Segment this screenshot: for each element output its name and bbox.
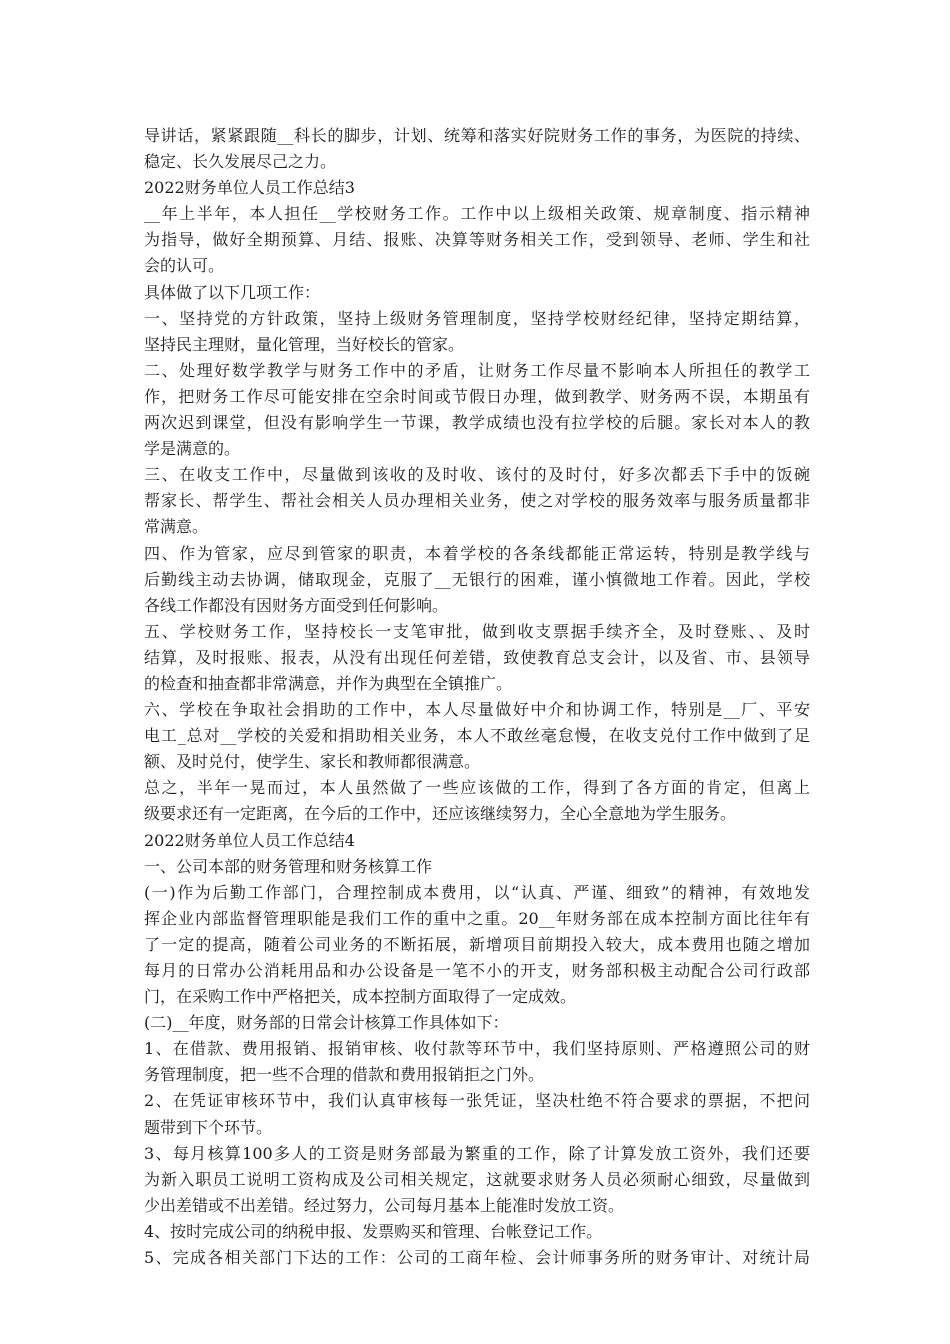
text-line: (二)__年度，财务部的日常会计核算工作具体如下： xyxy=(144,1013,509,1033)
text-line: 5、完成各相关部门下达的工作：公司的工商年检、会计师事务所的财务审计、对统计局 xyxy=(144,1248,810,1268)
text-line: 导讲话，紧紧跟随__科长的脚步，计划、统筹和落实好院财务工作的事务，为医院的持续、 xyxy=(144,126,810,145)
text-line: 后勤线主动去协调，储取现金，克服了__无银行的困难，谨小慎微地工作着。因此，学校 xyxy=(144,569,810,589)
text-line: 两次迟到课堂，但没有影响学生一节课，教学成绩也没有拉学校的后腿。家长对本人的教 xyxy=(144,413,810,433)
text-line: 二、处理好数学教学与财务工作中的矛盾，让财务工作尽量不影响本人所担任的教学工 xyxy=(144,360,810,380)
text-line: 作，把财务工作尽可能安排在空余时间或节假日办理，做到教学、财务两不误，本期虽有 xyxy=(144,386,810,406)
text-line: 门，在采购工作中严格把关，成本控制方面取得了一定成效。 xyxy=(144,987,577,1007)
text-line: 少出差错或不出差错。经过努力，公司每月基本上能准时发放工资。 xyxy=(144,1195,625,1215)
text-line: 的检查和抽查都非常满意，并作为典型在全镇推广。 xyxy=(144,673,513,693)
text-line: 四、作为管家，应尽到管家的职责，本着学校的各条线都能正常运转，特别是教学线与 xyxy=(144,543,810,563)
text-line: 学是满意的。 xyxy=(144,439,241,459)
text-line: 额、及时兑付，使学生、家长和教师都很满意。 xyxy=(144,752,481,772)
text-line: 为新入职员工说明工资构成及公司相关规定，这就要求财务人员必须耐心细致，尽量做到 xyxy=(144,1169,810,1189)
section-heading: 2022财务单位人员工作总结4 xyxy=(144,830,355,850)
text-line: 务管理制度，把一些不合理的借款和费用报销拒之门外。 xyxy=(144,1065,545,1085)
document-body xyxy=(144,123,810,1271)
text-line: 每月的日常办公消耗用品和办公设备是一笔不小的开支，财务部积极主动配合公司行政部 xyxy=(144,961,810,980)
text-line: 具体做了以下几项工作： xyxy=(144,282,321,302)
text-line: 1、在借款、费用报销、报销审核、收付款等环节中，我们坚持原则、严格遵照公司的财 xyxy=(144,1039,810,1059)
text-line: 结算，及时报账、报表，从没有出现任何差错，致使教育总支会计，以及省、市、县领导 xyxy=(144,647,810,667)
text-line: 4、按时完成公司的纳税申报、发票购买和管理、台帐登记工作。 xyxy=(144,1221,603,1241)
text-line: 一、坚持党的方针政策，坚持上级财务管理制度，坚持学校财经纪律，坚持定期结算， xyxy=(144,308,810,328)
text-line: 电工_总对__学校的关爱和捐助相关业务，本人不敢丝毫怠慢，在收支兑付工作中做到了足 xyxy=(144,726,810,746)
text-line: 题带到下个环节。 xyxy=(144,1117,273,1137)
text-line: 总之，半年一晃而过，本人虽然做了一些应该做的工作，得到了各方面的肯定，但离上 xyxy=(144,778,810,798)
text-line: 稳定、长久发展尽己之力。 xyxy=(144,152,337,172)
text-line: 了一定的提高，随着公司业务的不断拓展，新增项目前期投入较大，成本费用也随之增加 xyxy=(144,934,810,954)
section-heading: 2022财务单位人员工作总结3 xyxy=(144,178,355,198)
text-line: 常满意。 xyxy=(144,517,209,537)
text-line: 级要求还有一定距离，在今后的工作中，还应该继续努力，全心全意地为学生服务。 xyxy=(144,804,737,824)
text-line: 五、学校财务工作，坚持校长一支笔审批，做到收支票据手续齐全，及时登账、、及时 xyxy=(144,621,810,641)
text-line: 挥企业内部监督管理职能是我们工作的重中之重。20__年财务部在成本控制方面比往年有 xyxy=(144,908,810,928)
text-line: (一)作为后勤工作部门，合理控制成本费用，以“认真、严谨、细致”的精神，有效地发 xyxy=(144,882,810,902)
text-line: 帮家长、帮学生、帮社会相关人员办理相关业务，使之对学校的服务效率与服务质量都非 xyxy=(144,491,810,511)
text-line: 三、在收支工作中，尽量做到该收的及时收、该付的及时付，好多次都丢下手中的饭碗 xyxy=(144,465,810,485)
text-line: 3、每月核算100多人的工资是财务部最为繁重的工作，除了计算发放工资外，我们还要 xyxy=(144,1143,810,1163)
text-line: __年上半年，本人担任__学校财务工作。工作中以上级相关政策、规章制度、指示精神 xyxy=(144,204,810,224)
text-line: 各线工作都没有因财务方面受到任何影响。 xyxy=(144,595,449,615)
text-line: 六、学校在争取社会捐助的工作中，本人尽量做好中介和协调工作，特别是__厂、平安 xyxy=(144,700,810,720)
text-line: 2、在凭证审核环节中，我们认真审核每一张凭证，坚决杜绝不符合要求的票据，不把问 xyxy=(144,1091,810,1111)
text-line: 一、公司本部的财务管理和财务核算工作 xyxy=(144,856,433,876)
text-line: 坚持民主理财，量化管理，当好校长的管家。 xyxy=(144,334,465,354)
text-line: 为指导，做好全期预算、月结、报账、决算等财务相关工作，受到领导、老师、学生和社 xyxy=(144,230,810,250)
text-line: 会的认可。 xyxy=(144,256,225,276)
